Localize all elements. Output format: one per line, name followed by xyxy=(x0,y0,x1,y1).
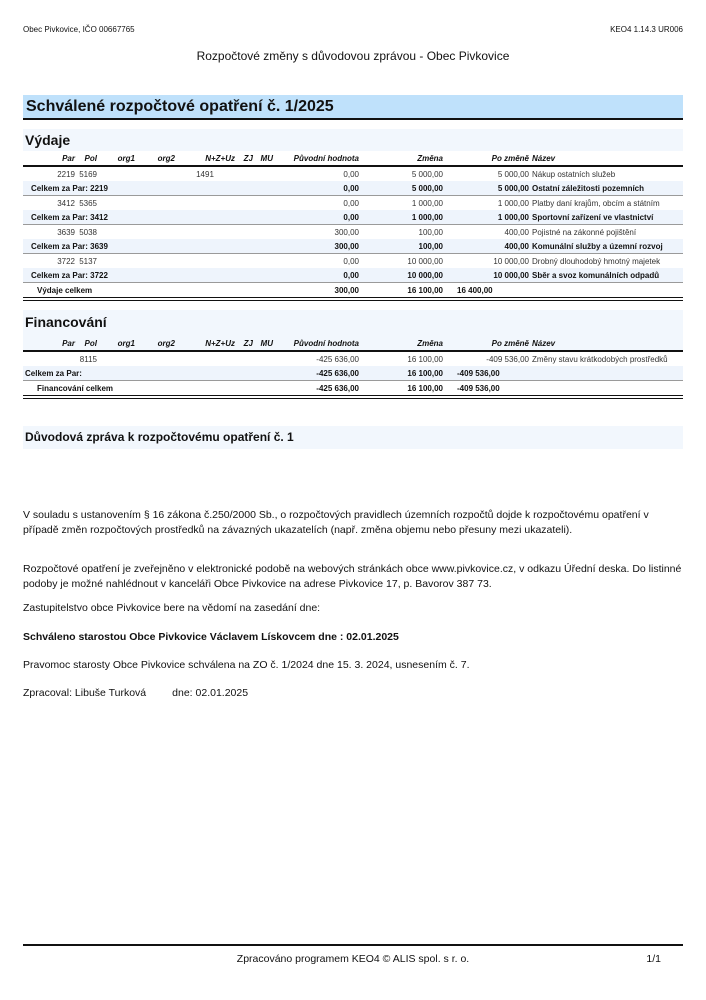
cell-po-zmene: 1 000,00 xyxy=(443,210,529,225)
cell-zmena: 5 000,00 xyxy=(411,169,443,179)
cell-zmena: 1 000,00 xyxy=(411,198,443,208)
cell-nazev: Sběr a svoz komunálních odpadů xyxy=(529,268,683,283)
table-row xyxy=(23,351,683,366)
reason-paragraph-publication: Rozpočtové opatření je zveřejněno v elektronické podobě na webových stránkách obce www.pivkovice.cz, v odkazu Úřední deska. Do listinné podoby je možné nahlédnout v kanceláři Obce Pivkovice na adrese Pivkovice 17, p. Bavorov 387 73. xyxy=(23,563,682,590)
cell-zmena: 100,00 xyxy=(359,239,443,254)
cell-zmena: 100,00 xyxy=(418,227,443,237)
cell-zmena: 16 100,00 xyxy=(359,366,443,381)
cell-po-zmene: 10 000,00 xyxy=(493,256,529,266)
total-po-zmene: -409 536,00 xyxy=(457,383,500,393)
cell-zmena: 5 000,00 xyxy=(359,181,443,196)
cell-po-zmene: 5 000,00 xyxy=(443,181,529,196)
footer-credit: Zpracováno programem KEO4 © ALIS spol. s r. o. xyxy=(236,953,470,965)
cell-po-zmene: 5 000,00 xyxy=(497,169,529,179)
cell-zmena: 10 000,00 xyxy=(407,256,443,266)
table-row xyxy=(23,196,683,211)
cell-puvodni: 300,00 xyxy=(334,227,359,237)
cell-nzuz: 1491 xyxy=(196,169,214,179)
cell-nazev: Pojistné na zákonné pojištění xyxy=(532,227,637,237)
cell-po-zmene: 1 000,00 xyxy=(497,198,529,208)
cell-po-zmene: 400,00 xyxy=(504,227,529,237)
cell-pol: 5137 xyxy=(79,256,97,266)
col-zmena: Změna xyxy=(359,151,443,166)
col-pol: Pol xyxy=(75,151,97,166)
cell-pol: 8115 xyxy=(79,354,97,364)
cell-puvodni: 0,00 xyxy=(273,210,359,225)
cell-po-zmene: -409 536,00 xyxy=(486,354,529,364)
grand-total-row xyxy=(23,381,683,398)
cell-par: 2219 xyxy=(57,169,75,179)
cell-pol: 5038 xyxy=(79,227,97,237)
total-po-zmene: 16 400,00 xyxy=(457,285,493,295)
cell-par: 3412 xyxy=(57,198,75,208)
total-puvodni: -425 636,00 xyxy=(316,383,359,393)
cell-par xyxy=(23,351,75,366)
col-zj: ZJ xyxy=(235,336,253,351)
total-label: Výdaje celkem xyxy=(37,285,93,295)
cell-nazev: Ostatní záležitosti pozemních xyxy=(529,181,683,196)
subtotal-label: Celkem za Par: 3412 xyxy=(23,210,273,225)
cell-par: 3722 xyxy=(57,256,75,266)
col-puvodni: Původní hodnota xyxy=(273,151,359,166)
cell-nazev: Komunální služby a územní rozvoj xyxy=(529,239,683,254)
financovani-table xyxy=(23,336,683,399)
reason-report-title: Důvodová zpráva k rozpočtovému opatření č. 1 xyxy=(23,426,683,449)
table-row xyxy=(23,166,683,181)
total-puvodni: 300,00 xyxy=(334,285,359,295)
reason-paragraph-legal: V souladu s ustanovením § 16 zákona č.250/2000 Sb., o rozpočtových pravidlech územních rozpočtů dojde k rozpočtovému opatření v případě změn rozpočtových prostředků na závazných ukazatelích (např. změna objemu nebo přesuny mezi ukazateli). xyxy=(23,509,649,536)
cell-puvodni: 0,00 xyxy=(343,256,359,266)
software-version: KEO4 1.14.3 UR006 xyxy=(610,25,683,34)
mayor-authority-statement: Pravomoc starosty Obce Pivkovice schválena na ZO č. 1/2024 dne 15. 3. 2024, usnesením č. 7. xyxy=(23,659,470,671)
col-nzuz: N+Z+Uz xyxy=(175,336,235,351)
cell-nazev: Drobný dlouhodobý hmotný majetek xyxy=(532,256,661,266)
subtotal-row xyxy=(23,268,683,283)
cell-nazev xyxy=(529,366,683,381)
organization-header: Obec Pivkovice, IČO 00667765 xyxy=(23,25,135,34)
subtotal-row xyxy=(23,239,683,254)
table-header-row xyxy=(23,336,683,351)
document-title: Rozpočtové změny s důvodovou zprávou - Obec Pivkovice xyxy=(196,49,510,63)
cell-puvodni: 0,00 xyxy=(273,268,359,283)
budget-measure-title: Schválené rozpočtové opatření č. 1/2025 xyxy=(23,95,683,120)
report-content xyxy=(23,95,683,449)
col-nazev: Název xyxy=(529,151,683,166)
total-zmena: 16 100,00 xyxy=(407,383,443,393)
cell-zmena: 16 100,00 xyxy=(407,354,443,364)
col-zj: ZJ xyxy=(235,151,253,166)
council-notice: Zastupitelstvo obce Pivkovice bere na vědomí na zasedání dne: xyxy=(23,602,321,614)
cell-puvodni: 0,00 xyxy=(273,181,359,196)
table-row xyxy=(23,254,683,269)
cell-po-zmene: -409 536,00 xyxy=(443,366,529,381)
subtotal-label: Celkem za Par: 3639 xyxy=(23,239,273,254)
cell-puvodni: -425 636,00 xyxy=(316,354,359,364)
col-org1: org1 xyxy=(97,151,135,166)
cell-puvodni: -425 636,00 xyxy=(273,366,359,381)
cell-po-zmene: 10 000,00 xyxy=(443,268,529,283)
subtotal-label: Celkem za Par: xyxy=(23,366,273,381)
col-org2: org2 xyxy=(135,336,175,351)
total-label: Financování celkem xyxy=(37,383,114,393)
col-puvodni: Původní hodnota xyxy=(273,336,359,351)
col-org2: org2 xyxy=(135,151,175,166)
col-po-zmene: Po změně xyxy=(443,151,529,166)
section-title-financovani: Financování xyxy=(23,310,683,350)
table-header-row xyxy=(23,151,683,166)
cell-pol: 5169 xyxy=(79,169,97,179)
processed-by-line xyxy=(23,686,683,701)
subtotal-row xyxy=(23,366,683,381)
approval-statement: Schváleno starostou Obce Pivkovice Václavem Lískovcem dne : 02.01.2025 xyxy=(23,631,399,643)
grand-total-row xyxy=(23,283,683,300)
col-mu: MU xyxy=(253,336,273,351)
processed-by: Zpracoval: Libuše Turková xyxy=(23,687,147,699)
table-row xyxy=(23,225,683,240)
col-mu: MU xyxy=(253,151,273,166)
total-zmena: 16 100,00 xyxy=(407,285,443,295)
footer-divider xyxy=(23,944,683,946)
cell-nazev: Změny stavu krátkodobých prostředků xyxy=(532,354,668,364)
page-number: 1/1 xyxy=(646,953,661,965)
cell-puvodni: 0,00 xyxy=(343,198,359,208)
col-po-zmene: Po změně xyxy=(443,336,529,351)
col-par: Par xyxy=(23,151,75,166)
col-pol: Pol xyxy=(75,336,97,351)
subtotal-row xyxy=(23,181,683,196)
col-zmena: Změna xyxy=(359,336,443,351)
processed-date: dne: 02.01.2025 xyxy=(172,687,249,699)
cell-zmena: 10 000,00 xyxy=(359,268,443,283)
col-par: Par xyxy=(23,336,75,351)
subtotal-label: Celkem za Par: 2219 xyxy=(23,181,273,196)
cell-puvodni: 300,00 xyxy=(273,239,359,254)
cell-nazev: Sportovní zařízení ve vlastnictví xyxy=(529,210,683,225)
subtotal-row xyxy=(23,210,683,225)
cell-puvodni: 0,00 xyxy=(343,169,359,179)
cell-zmena: 1 000,00 xyxy=(359,210,443,225)
section-title-vydaje: Výdaje xyxy=(23,129,683,151)
cell-nazev: Nákup ostatních služeb xyxy=(532,169,616,179)
cell-par: 3639 xyxy=(57,227,75,237)
col-nazev: Název xyxy=(529,336,683,351)
subtotal-label: Celkem za Par: 3722 xyxy=(23,268,273,283)
cell-po-zmene: 400,00 xyxy=(443,239,529,254)
col-nzuz: N+Z+Uz xyxy=(175,151,235,166)
vydaje-table xyxy=(23,151,683,301)
cell-nazev: Platby daní krajům, obcím a státním xyxy=(532,198,660,208)
cell-pol: 5365 xyxy=(79,198,97,208)
col-org1: org1 xyxy=(97,336,135,351)
